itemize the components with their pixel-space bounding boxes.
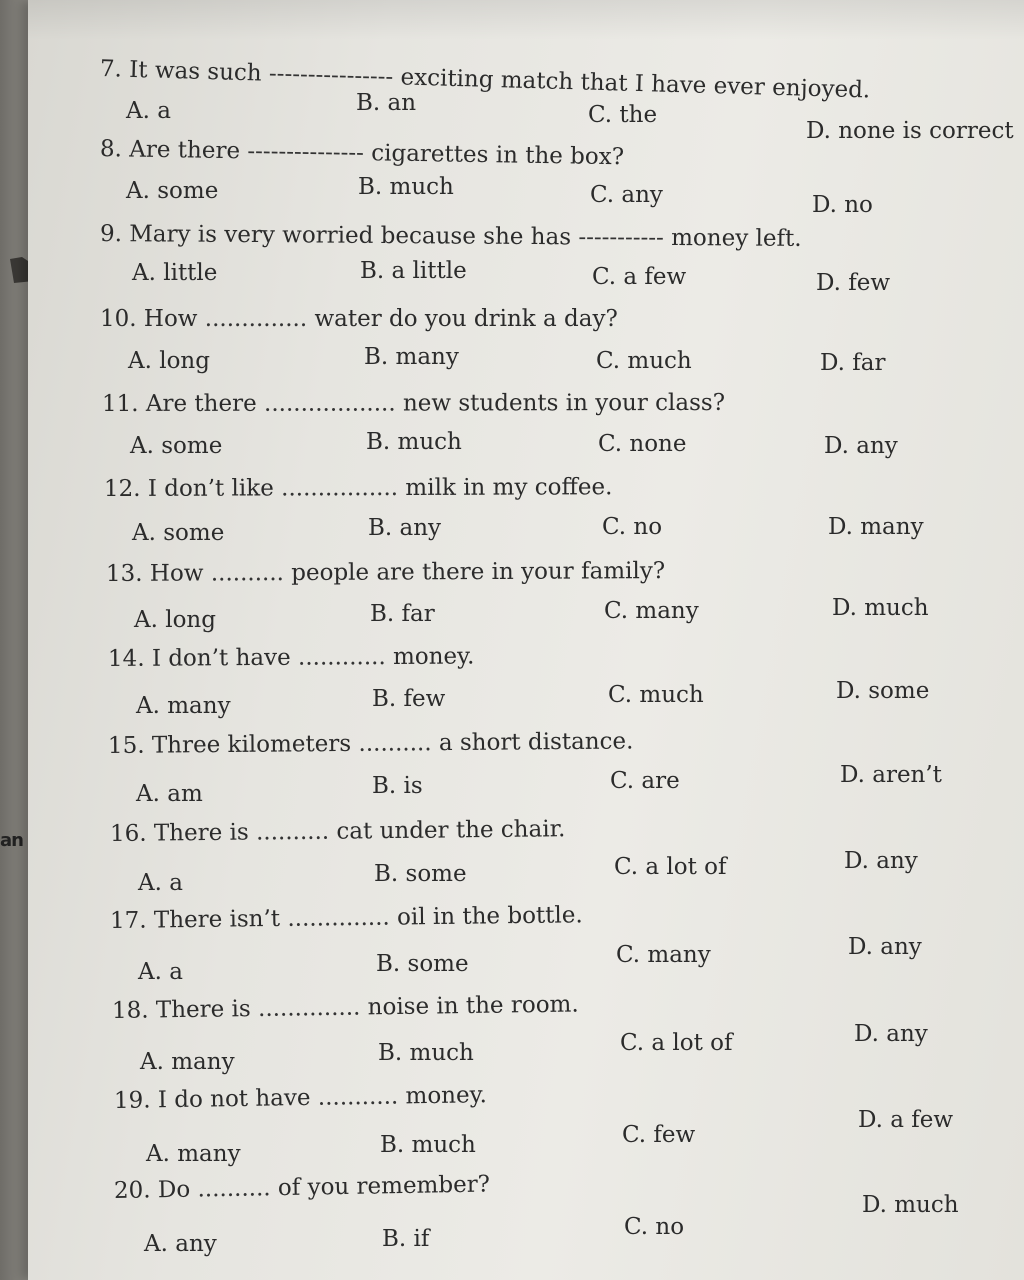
- question-11-option-a: A. some: [130, 433, 223, 459]
- question-19-option-a: A. many: [146, 1141, 241, 1167]
- question-18-stem: [112, 991, 579, 1024]
- question-text-before: How: [149, 560, 204, 587]
- question-9-option-a: A. little: [132, 260, 218, 286]
- question-text-before: There is: [155, 996, 251, 1024]
- question-number: 11.: [101, 390, 139, 417]
- question-8-option-d: D. no: [812, 192, 873, 218]
- question-17-stem: [110, 902, 583, 934]
- question-7-option-c: C. the: [588, 102, 658, 128]
- question-17-option-d: D. any: [848, 934, 922, 960]
- question-text-after: of you remember?: [277, 1171, 491, 1202]
- question-number: 16.: [109, 820, 147, 847]
- question-15-option-a: A. am: [136, 781, 203, 807]
- question-text-before: How: [143, 306, 198, 332]
- question-7-option-d: D. none is correct: [806, 118, 1014, 144]
- answer-blank: ..........: [197, 1175, 271, 1203]
- question-text-before: Do: [157, 1176, 191, 1204]
- question-7-stem: [100, 56, 871, 104]
- question-text-after: oil in the bottle.: [396, 902, 583, 931]
- question-text-before: I do not have: [157, 1084, 311, 1114]
- answer-blank: ..........: [358, 730, 432, 757]
- question-16-option-b: B. some: [374, 861, 467, 887]
- question-18-option-c: C. a lot of: [620, 1030, 733, 1056]
- question-20-option-d: D. much: [862, 1192, 959, 1218]
- answer-blank: ..........: [210, 560, 284, 587]
- question-17-option-c: C. many: [616, 942, 711, 968]
- question-12-option-c: C. no: [602, 514, 663, 540]
- question-12-option-a: A. some: [132, 520, 225, 546]
- question-8-option-a: A. some: [126, 178, 219, 204]
- worksheet-page: [28, 0, 1024, 1280]
- question-20-option-a: A. any: [144, 1231, 217, 1257]
- answer-blank: ..........: [255, 818, 330, 846]
- question-text-before: Three kilometers: [151, 730, 352, 759]
- question-10-stem: [100, 306, 618, 332]
- question-13-option-d: D. much: [832, 595, 929, 621]
- question-15-option-d: D. aren’t: [840, 762, 942, 788]
- question-13-stem: [106, 558, 665, 587]
- question-text-before: Mary is very worried because she has: [129, 221, 572, 251]
- question-10-option-d: D. far: [820, 350, 886, 376]
- question-number: 9.: [99, 221, 123, 248]
- answer-blank: ............: [297, 644, 386, 671]
- question-14-option-b: B. few: [372, 686, 446, 712]
- question-8-option-b: B. much: [358, 174, 454, 200]
- question-text-after: noise in the room.: [367, 991, 579, 1021]
- question-13-option-c: C. many: [604, 598, 699, 624]
- question-14-option-c: C. much: [608, 682, 704, 708]
- question-12-option-b: B. any: [368, 515, 442, 541]
- answer-blank: ..............: [204, 306, 308, 332]
- question-text-after: milk in my coffee.: [405, 474, 613, 501]
- question-text-after: water do you drink a day?: [314, 306, 618, 332]
- answer-blank: ----------------: [268, 60, 394, 91]
- question-text-after: people are there in your family?: [291, 558, 666, 587]
- question-text-before: I don’t like: [147, 475, 274, 502]
- question-20-option-c: C. no: [624, 1214, 685, 1240]
- question-number: 20.: [113, 1177, 151, 1204]
- question-number: 14.: [107, 645, 145, 672]
- question-19-option-d: D. a few: [858, 1107, 954, 1133]
- question-text-after: a short distance.: [438, 728, 634, 757]
- question-15-option-c: C. are: [610, 768, 680, 794]
- question-8-option-c: C. any: [590, 182, 663, 208]
- question-number: 17.: [109, 907, 147, 934]
- page-shadow: [28, 0, 1024, 40]
- question-14-option-a: A. many: [136, 693, 231, 719]
- question-11-option-b: B. much: [366, 429, 462, 455]
- question-text-after: money.: [392, 643, 475, 671]
- answer-blank: ...........: [317, 1083, 399, 1111]
- question-7-option-a: A. a: [126, 98, 171, 124]
- question-10-option-b: B. many: [364, 344, 459, 370]
- question-14-stem: [108, 643, 475, 672]
- question-18-option-b: B. much: [378, 1040, 474, 1066]
- question-9-option-c: C. a few: [592, 264, 687, 290]
- answer-blank: ..................: [263, 390, 396, 417]
- question-15-option-b: B. is: [372, 773, 423, 799]
- question-text-before: Are there: [129, 136, 241, 165]
- question-number: 18.: [111, 997, 149, 1024]
- question-number: 12.: [103, 475, 141, 502]
- question-11-stem: [102, 390, 725, 417]
- question-16-option-d: D. any: [844, 848, 918, 874]
- question-20-option-b: B. if: [382, 1226, 430, 1252]
- question-text-after: money left.: [671, 224, 802, 252]
- question-10-option-c: C. much: [596, 348, 692, 374]
- question-16-option-c: C. a lot of: [614, 854, 727, 880]
- question-13-option-a: A. long: [134, 607, 216, 633]
- question-text-after: money.: [405, 1082, 488, 1110]
- question-number: 10.: [100, 306, 137, 332]
- question-number: 13.: [105, 560, 143, 587]
- question-16-option-a: A. a: [138, 870, 183, 896]
- question-text-before: There isn’t: [153, 905, 281, 934]
- question-11-option-c: C. none: [598, 431, 687, 457]
- question-18-option-a: A. many: [140, 1049, 235, 1075]
- question-17-option-b: B. some: [376, 951, 469, 977]
- adjacent-page-fragment: an: [0, 830, 23, 851]
- answer-blank: ..............: [257, 994, 361, 1022]
- answer-blank: ................: [281, 474, 399, 502]
- question-text-after: new students in your class?: [402, 389, 726, 417]
- question-17-option-a: A. a: [138, 959, 183, 985]
- question-11-option-d: D. any: [824, 433, 898, 459]
- question-text-before: There is: [153, 819, 249, 847]
- question-text-after: exciting match that I have ever enjoyed.: [400, 64, 871, 104]
- question-14-option-d: D. some: [836, 678, 930, 704]
- question-9-option-d: D. few: [816, 270, 891, 296]
- question-16-stem: [110, 816, 566, 847]
- question-8-stem: [100, 136, 624, 170]
- answer-blank: ..............: [287, 904, 390, 932]
- question-number: 7.: [99, 56, 123, 83]
- answer-blank: -----------: [578, 224, 664, 251]
- answer-blank: ---------------: [247, 138, 365, 167]
- question-15-stem: [108, 728, 634, 759]
- question-number: 15.: [107, 732, 145, 759]
- question-19-stem: [114, 1082, 487, 1114]
- question-number: 19.: [113, 1087, 151, 1114]
- question-text-before: Are there: [145, 390, 257, 417]
- question-12-stem: [104, 474, 612, 502]
- question-9-option-b: B. a little: [360, 258, 467, 284]
- question-18-option-d: D. any: [854, 1021, 928, 1047]
- question-text-after: cat under the chair.: [336, 816, 566, 845]
- question-20-stem: [114, 1171, 490, 1204]
- question-number: 8.: [99, 136, 123, 163]
- question-9-stem: [100, 221, 802, 252]
- question-text-before: I don’t have: [151, 644, 291, 672]
- question-12-option-d: D. many: [828, 514, 924, 540]
- question-10-option-a: A. long: [128, 348, 210, 374]
- question-19-option-c: C. few: [622, 1122, 696, 1148]
- question-text-after: cigarettes in the box?: [371, 140, 625, 171]
- question-13-option-b: B. far: [370, 601, 435, 627]
- question-text-before: It was such: [128, 56, 263, 87]
- question-7-option-b: B. an: [356, 90, 417, 116]
- question-19-option-b: B. much: [380, 1132, 476, 1158]
